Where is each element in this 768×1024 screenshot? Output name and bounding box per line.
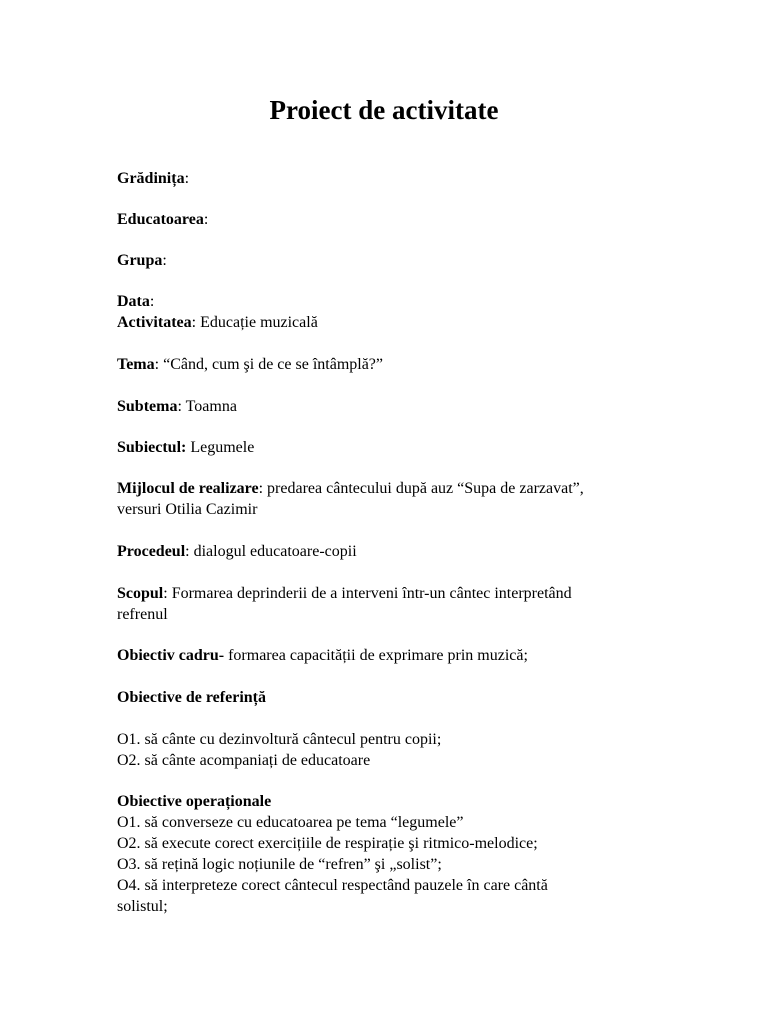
field-separator: :	[191, 314, 197, 331]
field-label: Grădinița	[117, 170, 185, 187]
field-separator: :	[185, 543, 190, 560]
field-value: versuri Otilia Cazimir	[117, 501, 258, 518]
section-heading-obiective-referinta	[117, 687, 657, 708]
field-grupa	[117, 250, 657, 271]
list-item: O4. să interpreteze corect cântecul respectând pauzele în care cântă	[117, 877, 548, 894]
field-value: predarea cântecului după auz “Supa de zarzavat”,	[263, 480, 584, 497]
field-procedeul	[117, 541, 657, 562]
document-title: Proiect de activitate	[269, 95, 499, 125]
field-label: Data	[117, 293, 150, 310]
field-separator: :	[203, 211, 209, 228]
list-item: O2. să cânte acompaniați de educatoare	[117, 752, 371, 769]
field-subtema	[117, 396, 657, 417]
field-label: Obiectiv cadru-	[117, 647, 225, 664]
field-data	[117, 291, 657, 312]
field-value: Formarea deprinderii de a interveni într-un cântec interpretând	[167, 585, 572, 602]
section-heading: Obiective de referință	[117, 689, 266, 706]
list-item: O3. să rețină logic noțiunile de “refren” şi „solist”;	[117, 856, 442, 873]
section-heading-obiective-operationale	[117, 791, 657, 812]
field-separator: :	[184, 170, 190, 187]
field-value: Toamna	[181, 398, 237, 415]
section-heading: Obiective operaționale	[117, 793, 272, 810]
list-item: O1. să converseze cu educatoarea pe tema “legumele”	[117, 814, 464, 831]
field-label: Tema	[117, 356, 155, 373]
field-label: Mijlocul de realizare	[117, 480, 259, 497]
field-tema	[117, 354, 657, 375]
field-label: Activitatea	[117, 314, 192, 331]
field-value: Legumele	[186, 439, 255, 456]
field-mijlocul-line1	[117, 478, 657, 499]
field-scopul-line1	[117, 583, 657, 604]
list-item: solistul;	[117, 898, 168, 915]
field-separator: :	[162, 252, 167, 269]
field-label: Scopul	[117, 585, 164, 602]
field-value: formarea capacității de exprimare prin muzică;	[224, 647, 528, 664]
field-subiectul	[117, 437, 657, 458]
field-separator: :	[154, 356, 160, 373]
field-scopul-line2	[117, 604, 657, 625]
field-value: Educație muzicală	[196, 314, 318, 331]
field-activitatea	[117, 312, 657, 333]
field-label: Procedeul	[117, 543, 186, 560]
field-label: Educatoarea	[117, 211, 204, 228]
field-value: refrenul	[117, 606, 168, 623]
list-item: O2. să execute corect exercițiile de respirație şi ritmico-melodice;	[117, 835, 538, 852]
field-value: “Când, cum şi de ce se întâmplă?”	[159, 356, 384, 373]
field-separator: :	[163, 585, 168, 602]
field-separator: :	[177, 398, 182, 415]
field-label: Subiectul:	[117, 439, 187, 456]
list-item: O1. să cânte cu dezinvoltură cântecul pentru copii;	[117, 731, 442, 748]
field-separator: :	[258, 480, 264, 497]
field-label: Grupa	[117, 252, 163, 269]
field-educatoarea	[117, 209, 657, 230]
field-mijlocul-line2	[117, 499, 657, 520]
field-separator: :	[149, 293, 155, 310]
field-value: dialogul educatoare-copii	[189, 543, 357, 560]
field-label: Subtema	[117, 398, 178, 415]
field-obiectiv-cadru	[117, 645, 657, 666]
field-gradinita	[117, 168, 657, 189]
